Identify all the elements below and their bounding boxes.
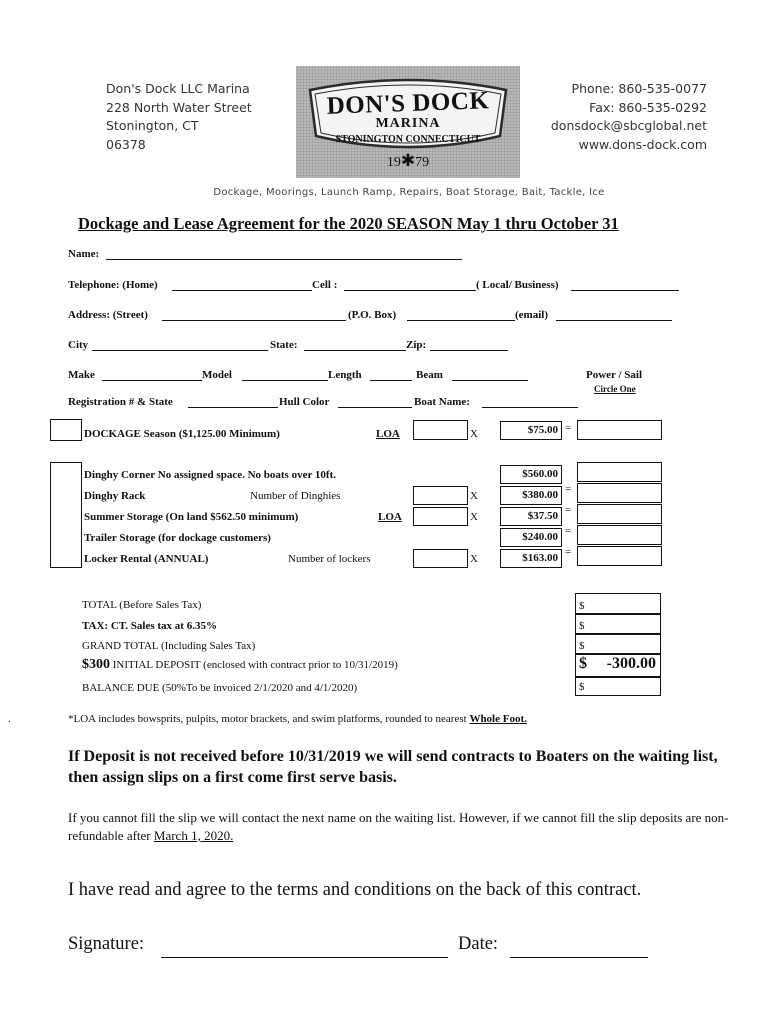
- grand-total-label: GRAND TOTAL (Including Sales Tax): [82, 640, 256, 652]
- bullet: .: [8, 713, 11, 725]
- item-sub-label: Number of Dinghies: [250, 490, 341, 502]
- tax-label: TAX: CT. Sales tax at 6.35%: [82, 620, 217, 632]
- zip-label: Zip:: [406, 339, 427, 351]
- registration-label: Registration # & State: [68, 396, 173, 408]
- deposit-text: INITIAL DEPOSIT (enclosed with contract prior to 10/31/2019): [110, 659, 398, 671]
- model-field[interactable]: [242, 380, 328, 381]
- logo-name: DON'S DOCK: [326, 87, 490, 120]
- signature-label: Signature:: [68, 934, 145, 954]
- address-street-field[interactable]: [162, 320, 346, 321]
- item-rate: $163.00: [500, 549, 562, 568]
- item-equals: =: [565, 504, 572, 516]
- website: www.dons-dock.com: [578, 136, 707, 152]
- zip-field[interactable]: [430, 350, 508, 351]
- dockage-loa-input[interactable]: [413, 420, 468, 440]
- item-sub-label: Number of lockers: [288, 553, 371, 565]
- make-label: Make: [68, 369, 95, 381]
- dockage-equals: =: [565, 422, 572, 434]
- make-field[interactable]: [102, 380, 202, 381]
- hull-color-field[interactable]: [338, 407, 412, 408]
- state-field[interactable]: [304, 350, 406, 351]
- logo-marina: MARINA: [375, 116, 441, 131]
- dockage-checkbox[interactable]: [50, 419, 82, 441]
- item-label: Summer Storage (On land $562.50 minimum): [84, 511, 299, 523]
- deposit-value: -300.00: [606, 655, 656, 672]
- item-quantity-input[interactable]: [413, 486, 468, 505]
- po-box-label: (P.O. Box): [348, 309, 397, 321]
- item-equals: =: [565, 483, 572, 495]
- address-street-label: Address: (Street): [68, 309, 148, 321]
- logo-year: [296, 151, 520, 171]
- email-label: (email): [515, 309, 548, 321]
- name-label: Name:: [68, 248, 100, 260]
- item-total-input[interactable]: [577, 462, 662, 482]
- registration-field[interactable]: [188, 407, 278, 408]
- item-rate: $560.00: [500, 465, 562, 484]
- dons-dock-logo: [296, 66, 520, 178]
- length-field[interactable]: [370, 380, 412, 381]
- deposit-value-box: [575, 654, 661, 677]
- item-equals: =: [565, 525, 572, 537]
- total-before-tax-value[interactable]: $: [575, 593, 661, 614]
- item-total-input[interactable]: [577, 546, 662, 566]
- logo-place: STONINGTON CONNECTICUT: [335, 134, 481, 145]
- loa-note-emphasis: Whole Foot.: [469, 713, 527, 725]
- city-field[interactable]: [92, 350, 268, 351]
- circle-one-note: Circle One: [594, 384, 636, 394]
- email-address: donsdock@sbcglobal.net: [550, 118, 707, 133]
- item-multiply: X: [470, 490, 478, 502]
- deposit-warning: If Deposit is not received before 10/31/2019 we will send contracts to Boaters on the waiting list, then assign slips on a first come first serve basis.: [68, 748, 718, 786]
- item-equals: =: [565, 546, 572, 558]
- cell-field[interactable]: [344, 290, 476, 291]
- logo-year-left: 19: [386, 155, 401, 170]
- tax-value[interactable]: $: [575, 614, 661, 634]
- deposit-amount: $300: [82, 657, 110, 672]
- cell-label: Cell :: [312, 279, 338, 291]
- item-label: Trailer Storage (for dockage customers): [84, 532, 271, 544]
- total-before-tax-label: TOTAL (Before Sales Tax): [82, 599, 202, 611]
- dockage-loa-label: LOA: [376, 428, 400, 440]
- email-field[interactable]: [556, 320, 672, 321]
- dockage-total-input[interactable]: [577, 420, 662, 440]
- po-box-field[interactable]: [407, 320, 515, 321]
- phone: Phone: 860-535-0077: [571, 81, 707, 96]
- star-icon: ✱: [400, 151, 416, 170]
- address-line: 228 North Water Street: [106, 99, 252, 115]
- state-label: State:: [270, 339, 298, 351]
- boat-name-label: Boat Name:: [414, 396, 470, 408]
- name-field[interactable]: [106, 259, 462, 260]
- telephone-home-label: Telephone: (Home): [68, 279, 158, 291]
- balance-due-label: BALANCE DUE (50%To be invoiced 2/1/2020 and 4/1/2020): [82, 682, 358, 694]
- agreement-statement: I have read and agree to the terms and conditions on the back of this contract.: [68, 880, 642, 900]
- dockage-multiply: X: [470, 428, 478, 440]
- address-line: Stonington, CT: [106, 118, 199, 133]
- fax: Fax: 860-535-0292: [589, 99, 707, 115]
- address-line: 06378: [106, 136, 146, 152]
- business-label: ( Local/ Business): [476, 279, 559, 291]
- hull-color-label: Hull Color: [279, 396, 330, 408]
- item-quantity-input[interactable]: [413, 507, 468, 526]
- refund-policy: [68, 809, 736, 845]
- item-multiply: X: [470, 511, 478, 523]
- length-label: Length: [328, 369, 362, 381]
- items-checkbox-group: [50, 462, 82, 568]
- item-total-input[interactable]: [577, 483, 662, 503]
- marina-contact: [520, 80, 707, 154]
- item-quantity-input[interactable]: [413, 549, 468, 568]
- signature-field[interactable]: [161, 957, 448, 958]
- model-label: Model: [202, 369, 232, 381]
- loa-note-text: *LOA includes bowsprits, pulpits, motor brackets, and swim platforms, rounded to nearest: [68, 713, 470, 725]
- beam-field[interactable]: [452, 380, 528, 381]
- page-title: Dockage and Lease Agreement for the 2020 SEASON May 1 thru October 31: [78, 214, 619, 233]
- item-multiply: X: [470, 553, 478, 565]
- deposit-line: [82, 657, 398, 673]
- business-phone-field[interactable]: [571, 290, 679, 291]
- balance-due-value[interactable]: $: [575, 677, 661, 696]
- refund-policy-text: If you cannot fill the slip we will contact the next name on the waiting list. However, if we cannot fill the slip deposits are non-refundable after: [68, 810, 729, 843]
- date-label: Date:: [458, 934, 499, 954]
- item-rate: $37.50: [500, 507, 562, 526]
- refund-policy-date: March 1, 2020.: [153, 828, 234, 843]
- boat-name-field[interactable]: [482, 407, 578, 408]
- item-label: Dinghy Rack: [84, 490, 146, 502]
- telephone-home-field[interactable]: [172, 290, 312, 291]
- item-label: Dinghy Corner No assigned space. No boats over 10ft.: [84, 469, 336, 481]
- dockage-label: DOCKAGE Season ($1,125.00 Minimum): [84, 428, 280, 440]
- item-rate: $240.00: [500, 528, 562, 547]
- city-label: City: [68, 339, 89, 351]
- marina-address: [106, 80, 252, 154]
- grand-total-value[interactable]: $: [575, 634, 661, 654]
- power-sail-label[interactable]: Power / Sail: [586, 369, 643, 381]
- logo-year-right: 79: [415, 155, 430, 170]
- address-line: Don's Dock LLC Marina: [106, 81, 250, 96]
- beam-label: Beam: [416, 369, 443, 381]
- deposit-dollar: $: [579, 655, 587, 672]
- item-total-input[interactable]: [577, 525, 662, 545]
- item-label: Locker Rental (ANNUAL): [84, 553, 209, 565]
- item-total-input[interactable]: [577, 504, 662, 524]
- item-sub-label: LOA: [378, 511, 402, 523]
- item-rate: $380.00: [500, 486, 562, 505]
- dockage-rate: $75.00: [500, 421, 562, 440]
- date-field[interactable]: [510, 957, 648, 958]
- services-line: Dockage, Moorings, Launch Ramp, Repairs, Boat Storage, Bait, Tackle, Ice: [213, 187, 605, 198]
- loa-note: [68, 713, 527, 725]
